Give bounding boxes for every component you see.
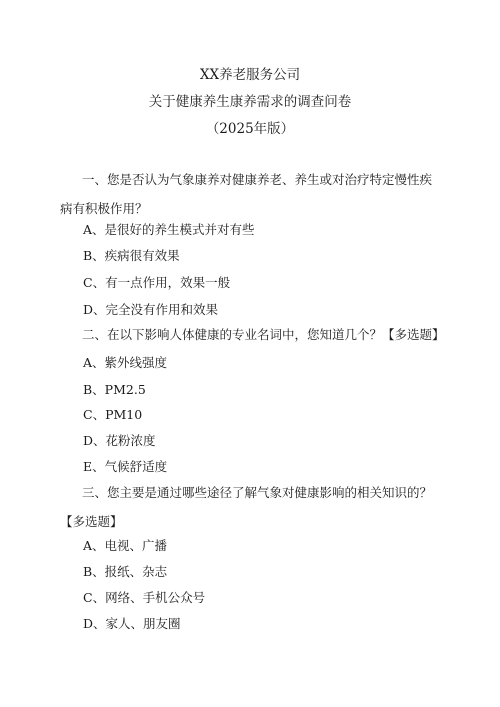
q2-option-a: A、紫外线强度	[83, 355, 168, 370]
edition-label: （2025年版）	[205, 121, 295, 137]
q3-option-c: C、网络、手机公众号	[83, 590, 206, 605]
q3-option-d: D、家人、朋友圈	[83, 616, 181, 631]
q2-option-c: C、PM10	[83, 407, 143, 422]
company-title: XX养老服务公司	[199, 67, 301, 83]
q2-option-b: B、PM2.5	[83, 382, 146, 397]
q3-option-b: B、报纸、杂志	[83, 564, 168, 579]
q1-option-a: A、是很好的养生模式并对有些	[83, 222, 255, 237]
survey-title: 关于健康养生康养需求的调查问卷	[148, 94, 352, 110]
question-2: 二、在以下影响人体健康的专业名词中，您知道几个？【多选题】	[82, 327, 445, 342]
q1-option-b: B、疾病很有效果	[83, 248, 180, 263]
q1-option-d: D、完全没有作用和效果	[83, 302, 219, 317]
question-1: 一、您是否认为气象康养对健康养老、养生或对治疗特定慢性疾病有积极作用？	[60, 172, 433, 216]
q3-option-a: A、电视、广播	[83, 538, 168, 553]
q2-option-d: D、花粉浓度	[83, 433, 156, 448]
q2-option-e: E、气候舒适度	[83, 459, 168, 474]
question-3: 三、您主要是通过哪些途径了解气象对健康影响的相关知识的？【多选题】	[60, 485, 433, 529]
q1-option-c: C、有一点作用，效果一般	[83, 275, 231, 290]
